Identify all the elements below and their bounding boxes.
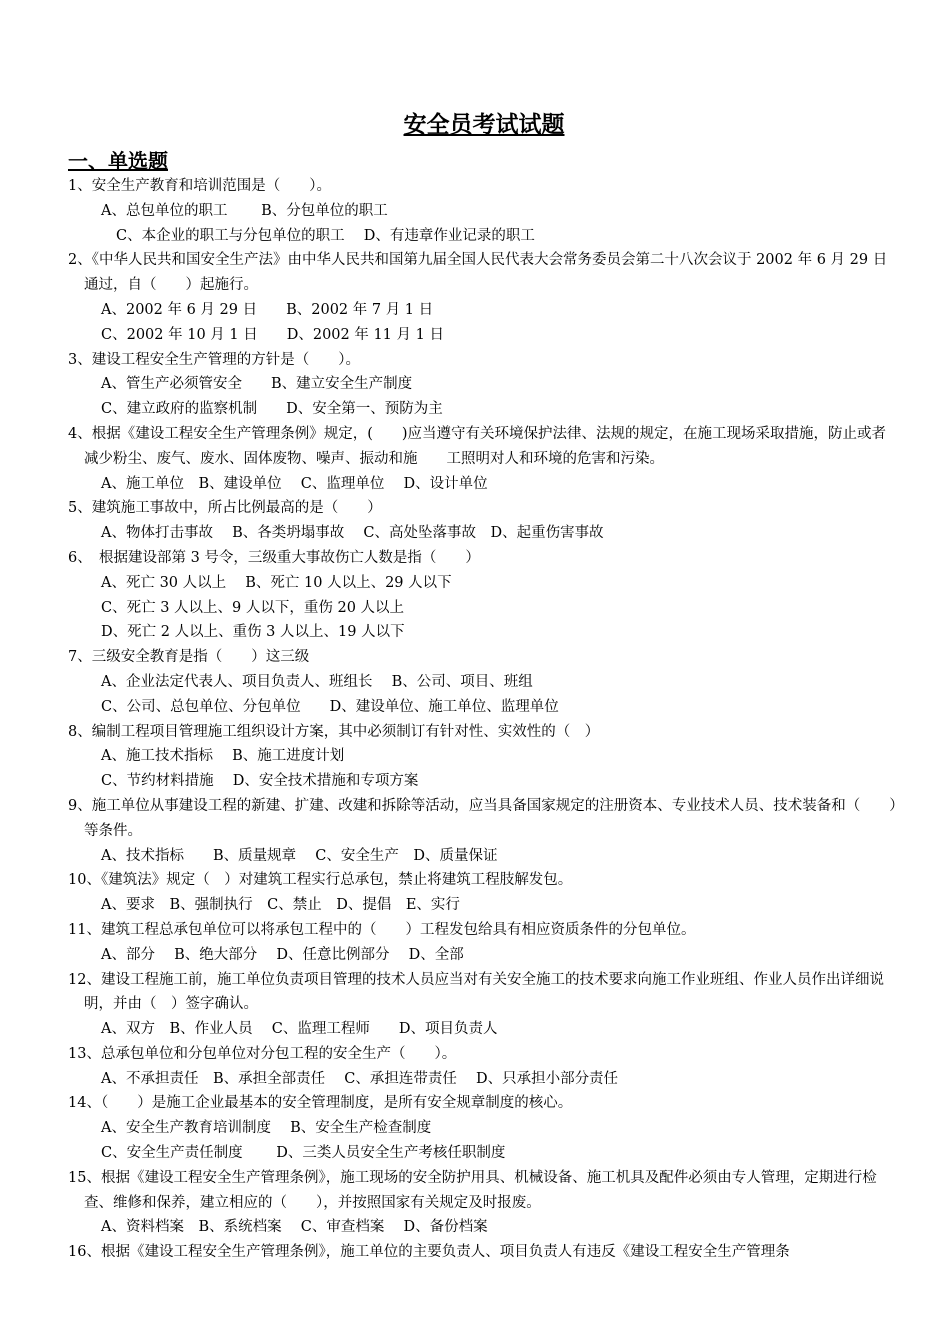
question-item [68,1042,900,1092]
question-options: C、公司、总包单位、分包单位 D、建设单位、施工单位、监理单位 [101,698,559,715]
question-options: A、物体打击事故 B、各类坍塌事故 C、高处坠落事故 D、起重伤害事故 [101,525,604,542]
question-stem: 5、建筑施工事故中，所占比例最高的是（ ） [68,500,382,517]
question-item [68,348,900,422]
question-options: A、技术指标 B、质量规章 C、安全生产 D、质量保证 [101,847,498,864]
question-stem: 10、《建筑法》规定（ ）对建筑工程实行总承包，禁止将建筑工程肢解发包。 [68,872,573,889]
question-stem: 13、总承包单位和分包单位对分包工程的安全生产（ ）。 [68,1045,457,1062]
question-stem: 2、《中华人民共和国安全生产法》由中华人民共和国第九届全国人民代表大会常务委员会第二十八次会议于 2002 年 6 月 29 日通过，自（ ）起施行。 [68,252,888,294]
question-item [68,868,900,918]
question-options: A、总包单位的职工 B、分包单位的职工 [101,202,388,219]
question-options: D、死亡 2 人以上、重伤 3 人以上、19 人以下 [101,624,405,641]
question-item [68,1091,900,1165]
question-options: C、节约材料措施 D、安全技术措施和专项方案 [101,773,419,790]
question-item [68,1166,900,1240]
question-options: C、安全生产责任制度 D、三类人员安全生产考核任职制度 [101,1145,506,1162]
question-options: A、2002 年 6 月 29 日 B、2002 年 7 月 1 日 [101,301,434,318]
question-item [68,968,900,1042]
question-stem: 15、根据《建设工程安全生产管理条例》，施工现场的安全防护用具、机械设备、施工机具及配件必须由专人管理，定期进行检查、维修和保养，建立相应的（ ），并按照国家有关规定及时报废。 [68,1169,877,1211]
question-options: A、不承担责任 B、承担全部责任 C、承担连带责任 D、只承担小部分责任 [101,1070,619,1087]
question-stem: 9、施工单位从事建设工程的新建、扩建、改建和拆除等活动，应当具备国家规定的注册资本、专业技术人员、技术装备和（ ）等条件。 [68,797,897,839]
question-options: A、资料档案 B、系统档案 C、审查档案 D、备份档案 [101,1219,488,1236]
question-stem: 16、根据《建设工程安全生产管理条例》，施工单位的主要负责人、项目负责人有违反《建设工程安全生产管理条 [68,1244,790,1261]
section-heading: 一、单选题 [68,149,168,173]
question-options: A、施工技术指标 B、施工进度计划 [101,748,345,765]
question-item [68,174,900,248]
question-item [68,422,900,496]
question-stem: 8、编制工程项目管理施工组织设计方案，其中必须制订有针对性、实效性的（ ） [68,723,600,740]
question-item [68,720,900,794]
question-item [68,546,900,645]
question-options: A、管生产必须管安全 B、建立安全生产制度 [101,376,413,393]
question-list [68,174,900,1265]
question-item [68,918,900,968]
question-options: A、施工单位 B、建设单位 C、监理单位 D、设计单位 [101,475,488,492]
question-item [68,1240,900,1265]
question-stem: 1、安全生产教育和培训范围是（ ）。 [68,178,331,194]
question-item [68,794,900,868]
question-stem: 11、建筑工程总承包单位可以将承包工程中的（ ）工程发包给具有相应资质条件的分包单位。 [68,921,696,938]
question-stem: 7、三级安全教育是指（ ）这三级 [68,649,310,666]
question-options: A、双方 B、作业人员 C、监理工程师 D、项目负责人 [101,1021,498,1038]
question-item [68,248,900,347]
doc-title: 安全员考试试题 [403,112,565,138]
question-options: C、死亡 3 人以上、9 人以下，重伤 20 人以上 [101,599,405,616]
question-options: C、本企业的职工与分包单位的职工 D、有违章作业记录的职工 [116,227,535,244]
question-options: A、企业法定代表人、项目负责人、班组长 B、公司、项目、班组 [101,673,533,690]
question-item [68,645,900,719]
question-stem: 4、根据《建设工程安全生产管理条例》规定，( )应当遵守有关环境保护法律、法规的规定，在施工现场采取措施，防止或者减少粉尘、废气、废水、固体废物、噪声、振动和施 工照明对人和环境的危害和污染。 [68,425,887,467]
question-options: A、要求 B、强制执行 C、禁止 D、提倡 E、实行 [101,897,460,914]
question-stem: 3、建设工程安全生产管理的方针是（ ）。 [68,351,360,368]
question-stem: 12、建设工程施工前，施工单位负责项目管理的技术人员应当对有关安全施工的技术要求向施工作业班组、作业人员作出详细说明，并由（ ）签字确认。 [68,971,884,1013]
question-options: C、2002 年 10 月 1 日 D、2002 年 11 月 1 日 [101,326,444,343]
question-options: C、建立政府的监察机制 D、安全第一、预防为主 [101,401,443,418]
question-options: A、部分 B、绝大部分 D、任意比例部分 D、全部 [101,946,464,963]
question-stem: 14、（ ）是施工企业最基本的安全管理制度，是所有安全规章制度的核心。 [68,1095,573,1112]
question-stem: 6、 根据建设部第 3 号令，三级重大事故伤亡人数是指（ ） [68,549,480,566]
question-options: A、安全生产教育培训制度 B、安全生产检查制度 [101,1120,432,1137]
question-item [68,496,900,546]
question-options: A、死亡 30 人以上 B、死亡 10 人以上、29 人以下 [101,574,452,591]
